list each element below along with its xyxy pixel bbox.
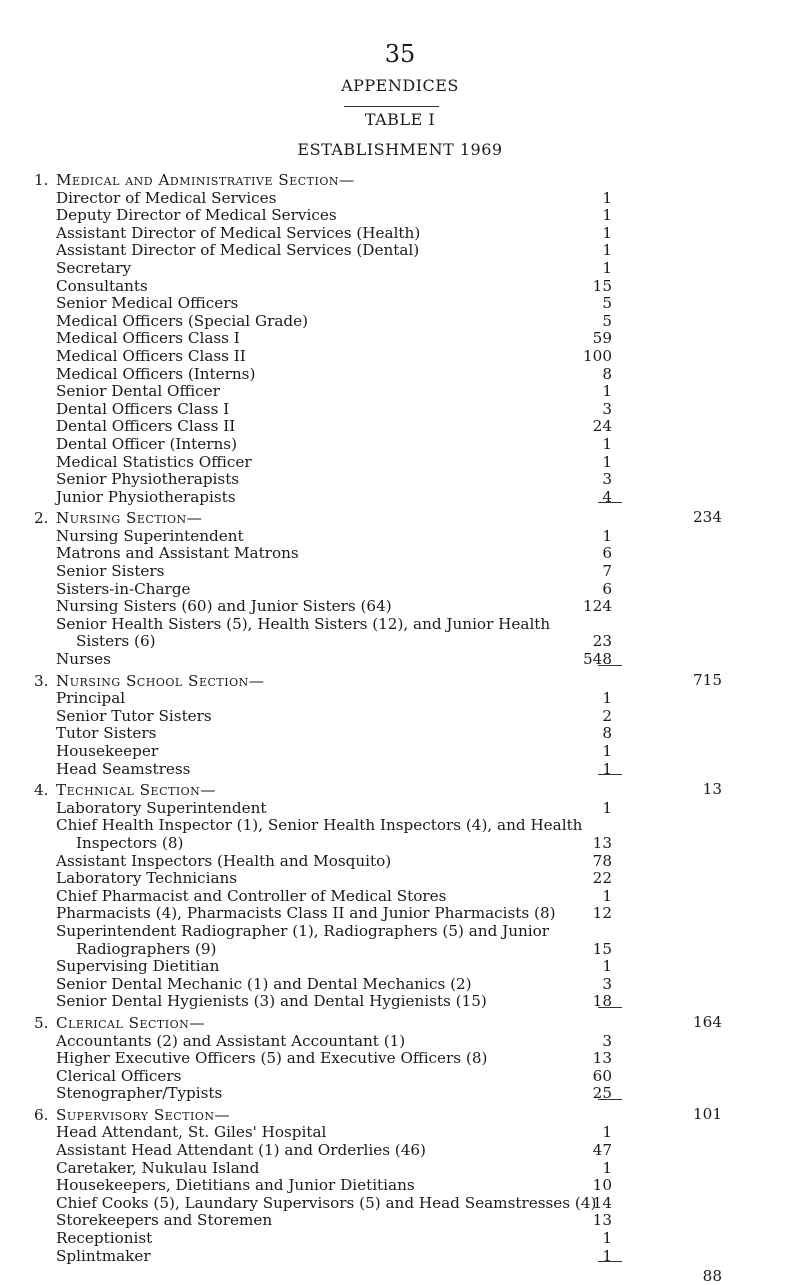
row-label: Matrons and Assistant Matrons — [56, 544, 299, 563]
section-number: 1. — [34, 171, 49, 189]
row-value: 1 — [602, 886, 612, 905]
row-value: 8 — [602, 724, 612, 743]
row-label: Laboratory Technicians — [56, 869, 238, 888]
row-label: Sisters-in-Charge — [56, 579, 191, 598]
table-row — [0, 436, 800, 454]
table-row — [0, 383, 800, 401]
row-value: 1 — [602, 759, 612, 778]
section-title: Clerical Section— — [56, 1013, 205, 1032]
row-label: Sisters (6) — [76, 632, 156, 651]
row-label: Medical Statistics Officer — [56, 452, 252, 471]
row-label: Housekeeper — [56, 742, 159, 760]
row-label: Dental Officers Class I — [56, 399, 230, 418]
row-label: Assistant Inspectors (Health and Mosquito) — [56, 851, 392, 870]
row-label: Chief Health Inspector (1), Senior Health Inspectors (4), and Health — [56, 816, 583, 835]
row-value: 13 — [592, 1211, 612, 1230]
table-row — [0, 471, 800, 489]
row-label: Caretaker, Nukulau Island — [56, 1158, 260, 1177]
row-value: 13 — [592, 1049, 612, 1068]
row-label: Senior Dental Officer — [56, 382, 220, 401]
table-row — [0, 207, 800, 225]
table-row — [0, 941, 800, 959]
section-title: Medical and Administrative Section— — [56, 171, 355, 189]
row-label: Splintmaker — [56, 1246, 151, 1265]
table-row — [0, 545, 800, 563]
section-title: Supervisory Section— — [56, 1105, 231, 1124]
row-value: 10 — [592, 1176, 612, 1195]
row-label: Medical Officers (Special Grade) — [56, 311, 309, 330]
section-heading — [0, 510, 800, 528]
section-total: 164 — [693, 1012, 722, 1031]
table-subtitle: ESTABLISHMENT 1969 — [297, 140, 503, 159]
appendices-heading: APPENDICES — [341, 76, 459, 95]
table-row — [0, 348, 800, 366]
table-row — [0, 295, 800, 313]
table-row — [0, 418, 800, 436]
section-number: 3. — [34, 671, 49, 690]
section-heading — [0, 1104, 800, 1125]
row-label: Assistant Director of Medical Services (Dental) — [56, 241, 420, 260]
row-label: Deputy Director of Medical Services — [56, 206, 337, 225]
row-value: 8 — [602, 364, 612, 383]
row-label: Senior Dental Mechanic (1) and Dental Mechanics (2) — [56, 974, 472, 993]
section-number: 6. — [34, 1105, 49, 1124]
table-row — [0, 976, 800, 994]
table-row — [0, 528, 800, 546]
table-row — [0, 366, 800, 384]
row-value: 15 — [592, 276, 612, 295]
row-value: 6 — [602, 544, 612, 563]
table-row — [0, 1195, 800, 1213]
row-value: 1 — [602, 241, 612, 260]
table-row — [0, 651, 800, 669]
row-value: 7 — [602, 562, 612, 581]
table-title: TABLE I — [364, 110, 436, 129]
table-row — [0, 489, 800, 507]
row-value: 59 — [592, 329, 612, 348]
section-number: 4. — [34, 781, 49, 800]
row-value: 1 — [602, 188, 612, 207]
row-label: Nurses — [56, 650, 111, 669]
row-value: 124 — [583, 597, 612, 616]
table-row — [0, 260, 800, 278]
row-label: Chief Cooks (5), Laundary Supervisors (5) and Head Seamstresses (4) — [56, 1193, 597, 1212]
table-row — [0, 958, 800, 976]
row-value: 60 — [592, 1066, 612, 1085]
row-label: Medical Officers (Interns) — [56, 364, 256, 383]
section-total: 715 — [693, 670, 722, 689]
row-label: Head Seamstress — [56, 759, 191, 778]
row-value: 47 — [592, 1141, 612, 1160]
row-label: Housekeepers, Dietitians and Junior Dietitians — [56, 1176, 415, 1195]
table-row — [0, 761, 800, 779]
table-row — [0, 1230, 800, 1248]
row-value: 3 — [602, 1031, 612, 1050]
row-label: Dental Officers Class II — [56, 417, 236, 436]
row-label: Junior Physiotherapists — [56, 487, 236, 506]
row-label: Senior Dental Hygienists (3) and Dental Hygienists (15) — [56, 992, 487, 1011]
row-label: Senior Tutor Sisters — [56, 706, 212, 725]
row-label: Nursing Sisters (60) and Junior Sisters (64) — [56, 597, 392, 616]
row-label: Medical Officers Class I — [56, 329, 240, 348]
table-row — [0, 853, 800, 871]
section-number: 5. — [34, 1013, 49, 1032]
table-row — [0, 888, 800, 906]
table-row — [0, 1212, 800, 1230]
section-title: Nursing School Section— — [56, 671, 265, 690]
page-number: 35 — [384, 40, 416, 68]
table-row — [0, 225, 800, 243]
row-label: Chief Pharmacist and Controller of Medical Stores — [56, 886, 447, 905]
row-label: Dental Officer (Interns) — [56, 434, 238, 453]
row-value: 4 — [602, 487, 612, 506]
row-label: Head Attendant, St. Giles' Hospital — [56, 1123, 327, 1142]
row-value: 6 — [602, 579, 612, 598]
row-value: 1 — [602, 1229, 612, 1248]
table-row — [0, 1124, 800, 1142]
row-value: 1 — [602, 1123, 612, 1142]
row-value: 22 — [592, 869, 612, 888]
subtotal-rule — [598, 665, 622, 666]
section-title: Technical Section— — [56, 781, 216, 800]
table-row — [0, 1050, 800, 1068]
table-row — [0, 800, 800, 818]
table-row — [0, 616, 800, 634]
table-row — [0, 1160, 800, 1178]
row-value: 3 — [602, 974, 612, 993]
row-label: Higher Executive Officers (5) and Executive Officers (8) — [56, 1049, 488, 1068]
row-value: 1 — [602, 1158, 612, 1177]
row-value: 1 — [602, 1246, 612, 1265]
row-label: Principal — [56, 689, 126, 708]
row-value: 1 — [602, 689, 612, 708]
table-row — [0, 1033, 800, 1051]
section — [0, 1104, 800, 1285]
subtotal-rule — [598, 774, 622, 775]
row-value: 23 — [592, 632, 612, 651]
table-row — [0, 1177, 800, 1195]
section-heading — [0, 172, 800, 190]
table-row — [0, 1142, 800, 1160]
table-row — [0, 817, 800, 835]
row-label: Senior Physiotherapists — [56, 470, 240, 489]
row-label: Tutor Sisters — [56, 724, 157, 743]
row-value: 24 — [592, 417, 612, 436]
row-label: Clerical Officers — [56, 1066, 182, 1085]
row-value: 1 — [602, 258, 612, 277]
row-value: 5 — [602, 311, 612, 330]
row-value: 15 — [592, 939, 612, 958]
row-label: Assistant Director of Medical Services (Health) — [56, 223, 421, 242]
section-total: 88 — [702, 1267, 722, 1285]
row-label: Receptionist — [56, 1229, 153, 1248]
table-row — [0, 190, 800, 208]
row-value: 25 — [592, 1084, 612, 1103]
row-label: Accountants (2) and Assistant Accountant (1) — [56, 1031, 406, 1050]
row-value: 5 — [602, 294, 612, 313]
table-row — [0, 581, 800, 599]
row-value: 3 — [602, 399, 612, 418]
row-value: 1 — [602, 526, 612, 545]
section-total: 101 — [693, 1104, 722, 1123]
row-value: 78 — [592, 851, 612, 870]
row-value: 3 — [602, 470, 612, 489]
table-row — [0, 725, 800, 743]
row-value: 1 — [602, 223, 612, 242]
table-row — [0, 993, 800, 1011]
table-row — [0, 313, 800, 331]
table-row — [0, 633, 800, 651]
table-row — [0, 743, 800, 761]
row-value: 1 — [602, 382, 612, 401]
section-total: 234 — [693, 508, 722, 527]
row-label: Nursing Superintendent — [56, 526, 244, 545]
row-label: Superintendent Radiographer (1), Radiographers (5) and Junior — [56, 921, 550, 940]
row-label: Senior Medical Officers — [56, 294, 239, 313]
table-row — [0, 870, 800, 888]
table-row — [0, 923, 800, 941]
row-value: 1 — [602, 798, 612, 817]
row-value: 18 — [592, 992, 612, 1011]
row-value: 1 — [602, 206, 612, 225]
row-label: Storekeepers and Storemen — [56, 1211, 273, 1230]
row-label: Laboratory Superintendent — [56, 798, 267, 817]
row-value: 13 — [592, 833, 612, 852]
establishment-table — [0, 171, 800, 1285]
table-row — [0, 1085, 800, 1103]
table-row — [0, 598, 800, 616]
table-row — [0, 835, 800, 853]
table-row — [0, 242, 800, 260]
row-label: Assistant Head Attendant (1) and Orderlies (46) — [56, 1141, 426, 1160]
table-row — [0, 563, 800, 581]
row-label: Inspectors (8) — [76, 833, 184, 852]
table-row — [0, 401, 800, 419]
table-row — [0, 1068, 800, 1086]
section-total: 13 — [702, 780, 722, 799]
table-row — [0, 330, 800, 348]
row-value: 14 — [592, 1193, 612, 1212]
row-label: Pharmacists (4), Pharmacists Class II and Junior Pharmacists (8) — [56, 904, 556, 923]
table-row — [0, 905, 800, 923]
row-label: Secretary — [56, 258, 132, 277]
table-row — [0, 278, 800, 296]
table-row — [0, 454, 800, 472]
row-label: Supervising Dietitian — [56, 957, 220, 976]
row-label: Radiographers (9) — [76, 939, 217, 958]
subtotal-rule — [598, 1261, 622, 1262]
row-label: Medical Officers Class II — [56, 346, 246, 365]
row-value: 12 — [592, 904, 612, 923]
section-title: Nursing Section— — [56, 509, 203, 528]
row-value: 1 — [602, 452, 612, 471]
table-row — [0, 708, 800, 726]
subtotal-rule — [598, 502, 622, 503]
table-row — [0, 1248, 800, 1266]
row-value: 1 — [602, 434, 612, 453]
row-value: 100 — [583, 346, 612, 365]
section-heading — [0, 782, 800, 800]
section-number: 2. — [34, 509, 49, 528]
row-value: 1 — [602, 957, 612, 976]
row-label: Senior Sisters — [56, 562, 165, 581]
table-row — [0, 690, 800, 708]
section-heading — [0, 670, 800, 691]
section-heading — [0, 1012, 800, 1033]
subtotal-rule — [598, 1007, 622, 1008]
row-value: 548 — [583, 650, 612, 669]
row-label: Senior Health Sisters (5), Health Sisters (12), and Junior Health — [56, 614, 551, 633]
row-value: 1 — [602, 742, 612, 760]
row-label: Consultants — [56, 276, 148, 295]
row-label: Stenographer/Typists — [56, 1084, 223, 1103]
subtotal-rule — [598, 1099, 622, 1100]
heading-rule — [344, 106, 439, 107]
row-label: Director of Medical Services — [56, 188, 277, 207]
row-value: 2 — [602, 706, 612, 725]
